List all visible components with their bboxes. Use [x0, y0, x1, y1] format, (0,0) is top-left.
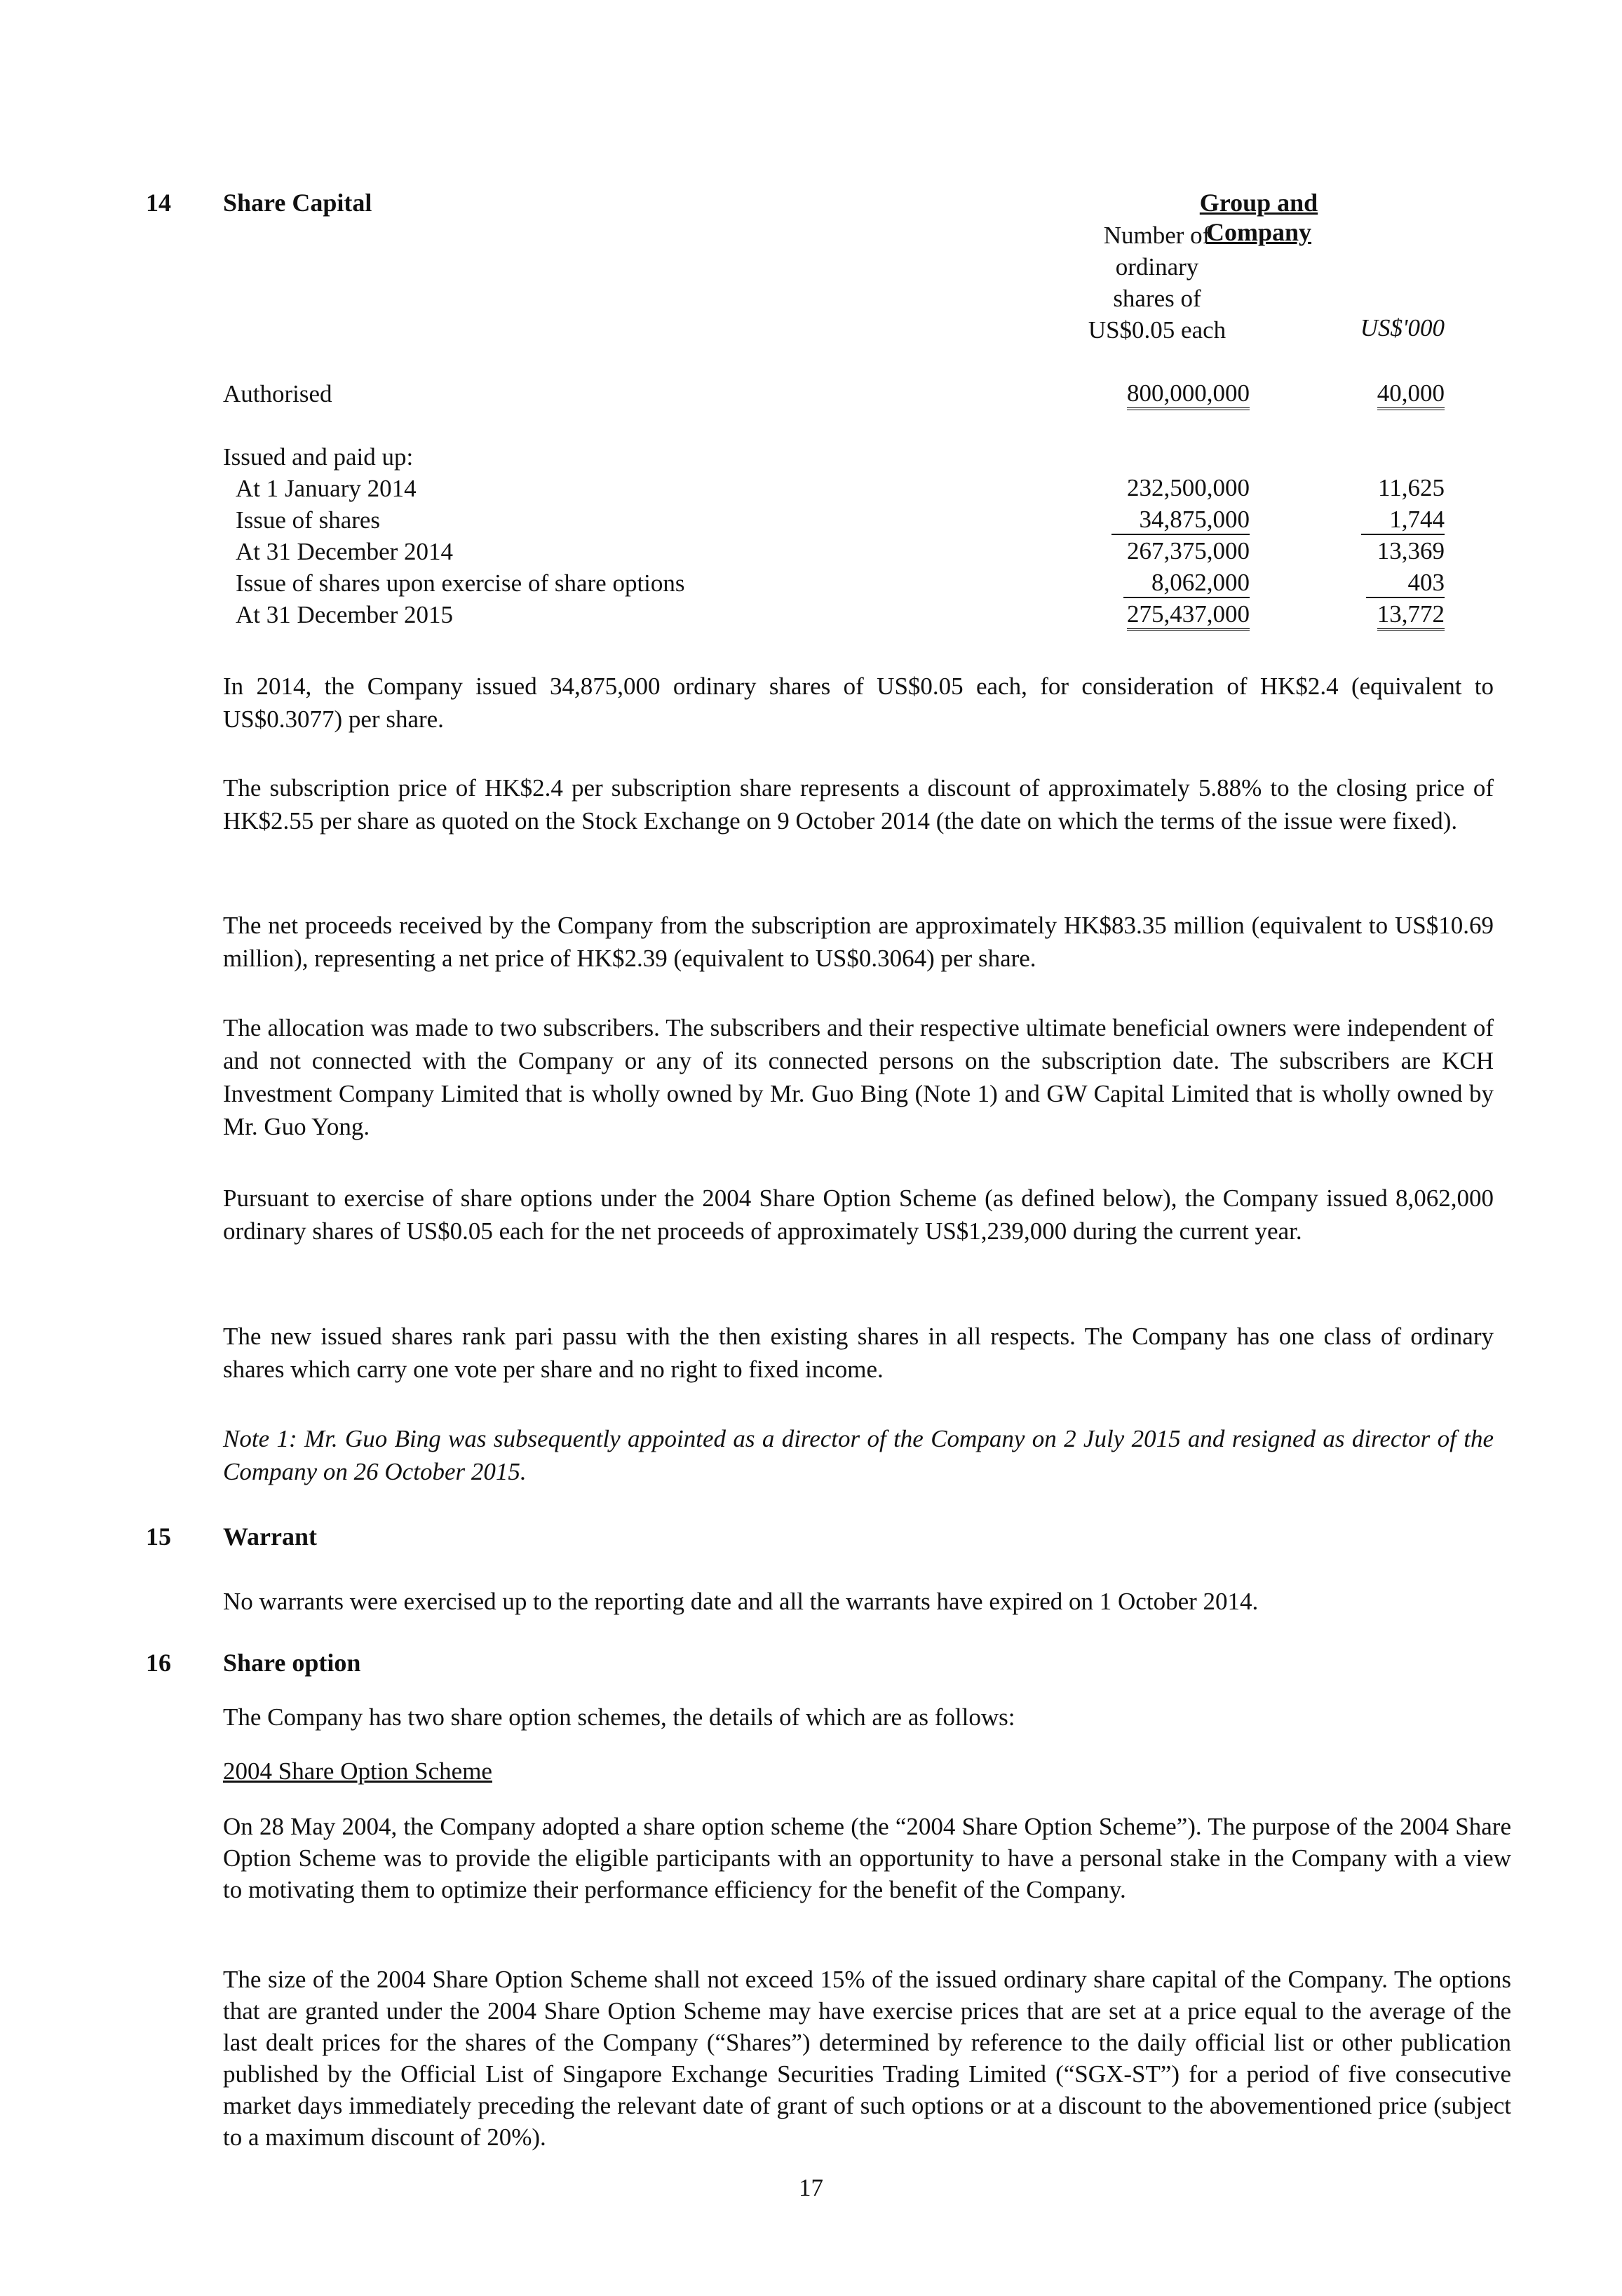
- s14-note-1: Note 1: Mr. Guo Bing was subsequently appointed as a director of the Company on 2 July 2015 and resigned as director of the Company on 26 October 2015.: [223, 1425, 1494, 1485]
- row-shares-issue-options: [997, 567, 1250, 598]
- s14-paragraph-1: In 2014, the Company issued 34,875,000 ordinary shares of US$0.05 each, for consideration of HK$2.4 (equivalent to US$0.3077) per share.: [223, 673, 1494, 733]
- value: 232,500,000: [1127, 474, 1250, 501]
- s14-paragraph-4: The allocation was made to two subscribers. The subscribers and their respective ultimate beneficial owners were independent of and not connected with the Company or any of its connected persons on the subscription date. The subscribers are KCH Investment Company Limited that is wholly owned by Mr. Guo Bing (Note 1) and GW Capital Limited that is wholly owned by Mr. Guo Yong.: [223, 1014, 1494, 1140]
- section-14-title: Share Capital: [223, 189, 372, 217]
- s16-paragraph-1: On 28 May 2004, the Company adopted a share option scheme (the “2004 Share Option Scheme”). The purpose of the 2004 Share Option Scheme was to provide the eligible participants with an opportunity to have a personal stake in the Company with a view to motivating them to optimize their performance efficiency for the benefit of the Company.: [223, 1813, 1511, 1903]
- col-header-usd: US$'000: [1360, 314, 1445, 342]
- row-amount-31dec2015: [1262, 598, 1445, 631]
- row-label-issue-of-shares: Issue of shares: [236, 506, 381, 534]
- value: 13,772: [1377, 600, 1445, 631]
- s15-text: No warrants were exercised up to the reporting date and all the warrants have expired on 1 October 2014.: [223, 1588, 1259, 1615]
- section-14-number: 14: [146, 189, 171, 217]
- group-and-company-header: Group and Company: [1199, 189, 1318, 246]
- s16-paragraph-2: The size of the 2004 Share Option Scheme shall not exceed 15% of the issued ordinary share capital of the Company. The options that are granted under the 2004 Share Option Scheme may have exercise prices that are set at a price equal to the average of the last dealt prices for the shares of the Company (“Shares”) determined by reference to the daily official list or other publication published by the Official List of Singapore Exchange Securities Trading Limited (“SGX-ST”) for a period of five consecutive market days immediately preceding the relevant date of grant of such options or at a discount to the abovementioned price (subject to a maximum discount of 20%).: [223, 1966, 1511, 2151]
- page-number: 17: [799, 2174, 823, 2201]
- section-15-title: Warrant: [223, 1522, 317, 1551]
- section-16-number: 16: [146, 1649, 171, 1677]
- row-label-1jan2014: At 1 January 2014: [236, 475, 417, 502]
- row-amount-authorised: [1262, 377, 1445, 410]
- row-label-31dec2014: At 31 December 2014: [236, 538, 454, 565]
- value: 11,625: [1378, 474, 1445, 501]
- s14-paragraph-2: The subscription price of HK$2.4 per subscription share represents a discount of approximately 5.88% to the closing price of HK$2.55 per share as quoted on the Stock Exchange on 9 October 2014 (the date on which the terms of the issue were fixed).: [223, 774, 1494, 835]
- row-shares-issue: [997, 504, 1250, 535]
- value: 403: [1366, 569, 1445, 598]
- s16-subheading: 2004 Share Option Scheme: [223, 1757, 492, 1785]
- s14-paragraph-5: Pursuant to exercise of share options under the 2004 Share Option Scheme (as defined below), the Company issued 8,062,000 ordinary shares of US$0.05 each for the net proceeds of approximately US$1,239,000 during the current year.: [223, 1184, 1494, 1245]
- row-amount-31dec2014: [1262, 535, 1445, 567]
- s14-paragraph-6: The new issued shares rank pari passu with the then existing shares in all respects. The Company has one class of ordinary shares which carry one vote per share and no right to fixed income.: [223, 1323, 1494, 1383]
- row-shares-31dec2014: [997, 535, 1250, 567]
- col-header-line-4: US$0.05 each: [1088, 316, 1226, 344]
- section-15-number: 15: [146, 1522, 171, 1551]
- row-amount-1jan2014: [1262, 472, 1445, 504]
- value: 267,375,000: [1127, 537, 1250, 565]
- row-amount-issue-options: [1262, 567, 1445, 598]
- value: 8,062,000: [1123, 569, 1250, 598]
- s16-intro: The Company has two share option schemes, the details of which are as follows:: [223, 1703, 1015, 1731]
- col-header-line-1: Number of: [1103, 222, 1211, 249]
- row-label-31dec2015: At 31 December 2015: [236, 601, 454, 628]
- row-amount-issue: [1262, 504, 1445, 535]
- value: 13,369: [1377, 537, 1445, 565]
- section-16-title: Share option: [223, 1649, 361, 1677]
- row-label-authorised: Authorised: [223, 380, 332, 407]
- value: 800,000,000: [1127, 379, 1250, 410]
- row-label-issue-options: Issue of shares upon exercise of share options: [236, 569, 685, 597]
- col-header-line-3: shares of: [1113, 285, 1201, 312]
- value: 275,437,000: [1127, 600, 1250, 631]
- col-header-line-2: ordinary: [1115, 253, 1199, 281]
- row-shares-1jan2014: [997, 472, 1250, 504]
- row-shares-authorised: [997, 377, 1250, 410]
- row-label-issued-heading: Issued and paid up:: [223, 443, 414, 471]
- row-shares-31dec2015: [997, 598, 1250, 631]
- s14-paragraph-3: The net proceeds received by the Company from the subscription are approximately HK$83.35 million (equivalent to US$10.69 million), representing a net price of HK$2.39 (equivalent to US$0.3064) per share.: [223, 912, 1494, 972]
- value: 1,744: [1361, 506, 1445, 535]
- value: 34,875,000: [1111, 506, 1250, 535]
- value: 40,000: [1377, 379, 1445, 410]
